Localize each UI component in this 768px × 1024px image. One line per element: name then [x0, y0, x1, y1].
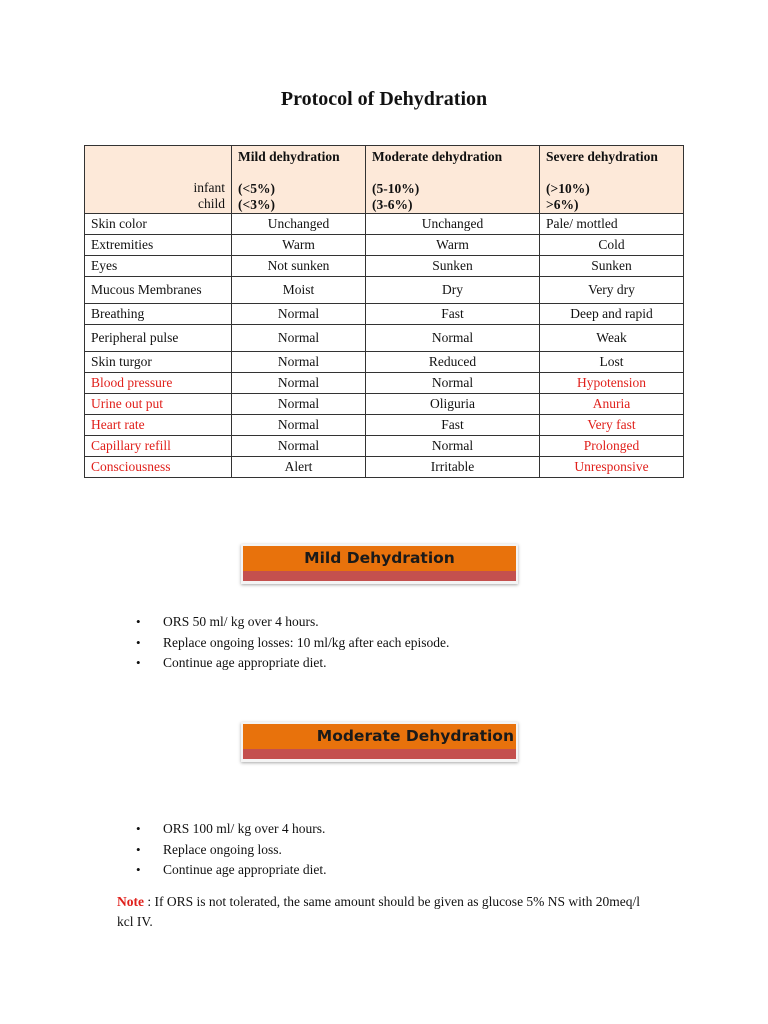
- mild-value: Normal: [232, 436, 366, 457]
- severe-value: Deep and rapid: [540, 304, 684, 325]
- mild-column-header: [232, 146, 366, 214]
- infant-percent: (>10%): [546, 181, 590, 196]
- moderate-value: Normal: [366, 373, 540, 394]
- child-percent: (3-6%): [372, 197, 413, 212]
- mild-value: Not sunken: [232, 256, 366, 277]
- moderate-value: Fast: [366, 415, 540, 436]
- moderate-dehydration-heading: Moderate Dehydration: [243, 724, 516, 749]
- moderate-treatment-list: [128, 819, 326, 881]
- severe-value: Very fast: [540, 415, 684, 436]
- sign-label: Consciousness: [85, 457, 232, 478]
- table-row: [85, 457, 684, 478]
- moderate-value: Warm: [366, 235, 540, 256]
- sign-label: Eyes: [85, 256, 232, 277]
- sign-label: Blood pressure: [85, 373, 232, 394]
- list-item: • Continue age appropriate diet.: [128, 653, 449, 674]
- severe-value: Weak: [540, 325, 684, 352]
- mild-value: Warm: [232, 235, 366, 256]
- list-item: • Replace ongoing loss.: [128, 840, 326, 861]
- severe-value: Pale/ mottled: [540, 214, 684, 235]
- moderate-value: Dry: [366, 277, 540, 304]
- sign-label: Skin turgor: [85, 352, 232, 373]
- list-item: • Replace ongoing losses: 10 ml/kg after each episode.: [128, 633, 449, 654]
- sign-label: Heart rate: [85, 415, 232, 436]
- mild-value: Normal: [232, 415, 366, 436]
- dehydration-table: [84, 145, 684, 478]
- note-label: Note: [117, 894, 144, 909]
- note-text: : If ORS is not tolerated, the same amount should be given as glucose 5% NS with 20meq/l kcl IV.: [117, 894, 641, 929]
- table-row: [85, 325, 684, 352]
- mild-value: Normal: [232, 394, 366, 415]
- sign-label: Breathing: [85, 304, 232, 325]
- list-item: • ORS 100 ml/ kg over 4 hours.: [128, 819, 326, 840]
- moderate-dehydration-banner: [241, 722, 518, 762]
- table-row: [85, 304, 684, 325]
- sign-label: Skin color: [85, 214, 232, 235]
- mild-value: Unchanged: [232, 214, 366, 235]
- sign-label: Peripheral pulse: [85, 325, 232, 352]
- mild-value: Normal: [232, 352, 366, 373]
- list-item: • Continue age appropriate diet.: [128, 860, 326, 881]
- mild-value: Normal: [232, 304, 366, 325]
- mild-dehydration-banner: [241, 544, 518, 584]
- sign-label: Capillary refill: [85, 436, 232, 457]
- mild-value: Alert: [232, 457, 366, 478]
- banner-accent-bar: [243, 749, 516, 759]
- table-row: [85, 373, 684, 394]
- severe-value: Anuria: [540, 394, 684, 415]
- child-percent: >6%): [546, 197, 579, 212]
- mild-treatment-list: [128, 612, 449, 674]
- moderate-value: Normal: [366, 325, 540, 352]
- moderate-value: Oliguria: [366, 394, 540, 415]
- column-name: Moderate dehydration: [372, 149, 503, 164]
- mild-value: Moist: [232, 277, 366, 304]
- mild-dehydration-heading: Mild Dehydration: [243, 546, 516, 571]
- child-label: child: [198, 196, 225, 211]
- list-item: • ORS 50 ml/ kg over 4 hours.: [128, 612, 449, 633]
- moderate-value: Unchanged: [366, 214, 540, 235]
- infant-percent: (<5%): [238, 181, 275, 196]
- moderate-value: Irritable: [366, 457, 540, 478]
- table-row: [85, 277, 684, 304]
- column-name: Severe dehydration: [546, 149, 658, 164]
- table-row: [85, 214, 684, 235]
- table-row: [85, 436, 684, 457]
- table-row: [85, 352, 684, 373]
- moderate-value: Sunken: [366, 256, 540, 277]
- table-row: [85, 256, 684, 277]
- severe-value: Very dry: [540, 277, 684, 304]
- severe-value: Hypotension: [540, 373, 684, 394]
- moderate-value: Reduced: [366, 352, 540, 373]
- severe-value: Cold: [540, 235, 684, 256]
- table-row: [85, 394, 684, 415]
- banner-accent-bar: [243, 571, 516, 581]
- note-paragraph: [117, 892, 657, 932]
- mild-value: Normal: [232, 325, 366, 352]
- infant-label: infant: [193, 180, 225, 195]
- severe-value: Sunken: [540, 256, 684, 277]
- age-group-header: [85, 146, 232, 214]
- sign-label: Extremities: [85, 235, 232, 256]
- mild-value: Normal: [232, 373, 366, 394]
- table-row: [85, 415, 684, 436]
- page-title: Protocol of Dehydration: [280, 88, 488, 110]
- severe-value: Lost: [540, 352, 684, 373]
- table-row: [85, 235, 684, 256]
- sign-label: Mucous Membranes: [85, 277, 232, 304]
- child-percent: (<3%): [238, 197, 275, 212]
- infant-percent: (5-10%): [372, 181, 420, 196]
- moderate-value: Normal: [366, 436, 540, 457]
- severe-column-header: [540, 146, 684, 214]
- column-name: Mild dehydration: [238, 149, 340, 164]
- moderate-column-header: [366, 146, 540, 214]
- table-header-row: [85, 146, 684, 214]
- severe-value: Unresponsive: [540, 457, 684, 478]
- moderate-value: Fast: [366, 304, 540, 325]
- sign-label: Urine out put: [85, 394, 232, 415]
- severe-value: Prolonged: [540, 436, 684, 457]
